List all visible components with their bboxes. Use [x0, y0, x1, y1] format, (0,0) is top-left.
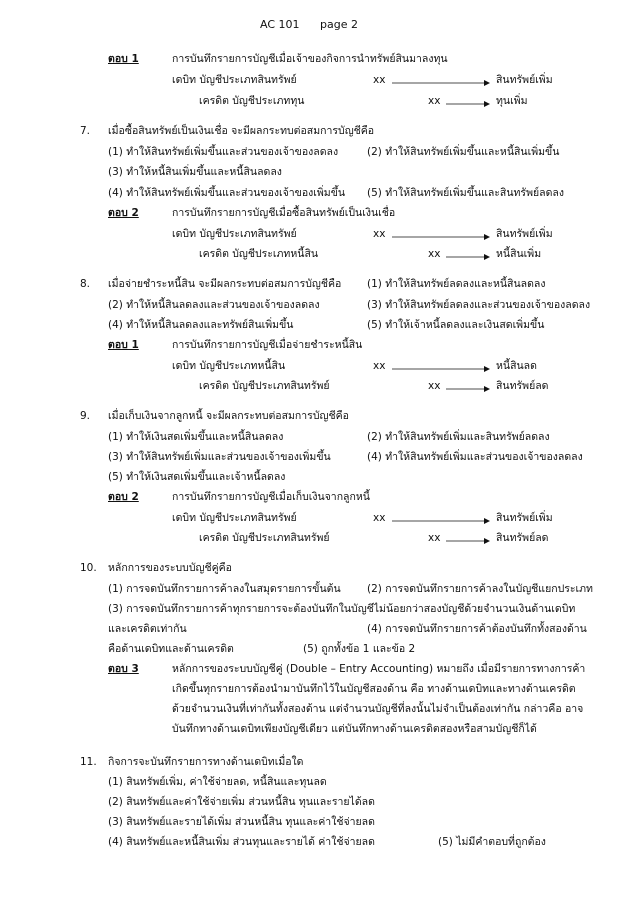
choice-4: (4) ทำให้สินทรัพย์เพิ่มขึ้นและส่วนของเจ้าของเพิ่มขึ้น: [108, 187, 346, 199]
question-number: 10.: [80, 562, 97, 574]
credit-entry: เครดิต บัญชีประเภทสินทรัพย์: [199, 532, 330, 544]
choice-1: (1) การจดบันทึกรายการค้าลงในสมุดรายการขั้นต้น: [108, 583, 341, 595]
choice-1: (1) ทำให้สินทรัพย์ลดลงและหนี้สินลดลง: [367, 278, 546, 290]
arrow-icon: [392, 234, 490, 240]
credit-entry: เครดิต บัญชีประเภทหนี้สิน: [199, 248, 319, 260]
question-number: 7.: [80, 125, 91, 137]
choice-4: (4) ทำให้หนี้สินลดลงและทรัพย์สินเพิ่มขึ้น: [108, 319, 294, 331]
debit-amount: xx: [373, 74, 386, 86]
answer-explanation: ด้วยจำนวนเงินที่เท่ากันทั้งสองด้าน แต่จำนวนบัญชีที่ลงนั้นไม่จำเป็นต้องเท่ากัน กล่าวคือ อาจ: [172, 703, 584, 715]
choice-4-continued: คือด้านเดบิทและด้านเครดิต: [108, 643, 234, 655]
debit-amount: xx: [373, 360, 386, 372]
choice-4: (4) สินทรัพย์และหนี้สินเพิ่ม ส่วนทุนและรายได้ ค่าใช้จ่ายลด: [108, 836, 375, 848]
choice-2: (2) การจดบันทึกรายการค้าลงในบัญชีแยกประเภท: [367, 583, 593, 595]
question-text: เมื่อจ่ายชำระหนี้สิน จะมีผลกระทบต่อสมการบัญชีคือ: [108, 278, 342, 290]
arrow-icon: [446, 386, 490, 392]
choice-5: (5) ทำให้เจ้าหนี้ลดลงและเงินสดเพิ่มขึ้น: [367, 319, 545, 331]
choice-5: (5) ไม่มีคำตอบที่ถูกต้อง: [438, 836, 546, 848]
choice-3-continued: และเครดิตเท่ากัน: [108, 623, 187, 635]
page-number: page 2: [320, 18, 358, 31]
question-number: 11.: [80, 756, 97, 768]
credit-entry: เครดิต บัญชีประเภทสินทรัพย์: [199, 380, 330, 392]
arrow-icon: [446, 254, 490, 260]
debit-result: สินทรัพย์เพิ่ม: [496, 74, 553, 86]
debit-result: สินทรัพย์เพิ่ม: [496, 512, 553, 524]
answer-description: การบันทึกรายการบัญชีเมื่อเก็บเงินจากลูกหนี้: [172, 491, 370, 503]
choice-4: (4) การจดบันทึกรายการค้าต้องบันทึกทั้งสองด้าน: [367, 623, 587, 635]
answer-label: ตอบ 3: [108, 663, 139, 675]
choice-2: (2) สินทรัพย์และค่าใช้จ่ายเพิ่ม ส่วนหนี้สิน ทุนและรายได้ลด: [108, 796, 375, 808]
choice-3: (3) ทำให้หนี้สินเพิ่มขึ้นและหนี้สินลดลง: [108, 166, 282, 178]
choice-1: (1) ทำให้สินทรัพย์เพิ่มขึ้นและส่วนของเจ้าของลดลง: [108, 146, 339, 158]
choice-3: (3) สินทรัพย์และรายได้เพิ่ม ส่วนหนี้สิน ทุนและค่าใช้จ่ายลด: [108, 816, 375, 828]
choice-3: (3) ทำให้สินทรัพย์เพิ่มและส่วนของเจ้าของเพิ่มขึ้น: [108, 451, 331, 463]
answer-explanation: หลักการของระบบบัญชีคู่ (Double – Entry Accounting) หมายถึง เมื่อมีรายการทางการค้า: [172, 663, 586, 675]
question-text: กิจการจะบันทึกรายการทางด้านเดบิทเมื่อใด: [108, 756, 304, 768]
credit-result: สินทรัพย์ลด: [496, 532, 549, 544]
choice-2: (2) ทำให้สินทรัพย์เพิ่มและสินทรัพย์ลดลง: [367, 431, 550, 443]
credit-result: สินทรัพย์ลด: [496, 380, 549, 392]
debit-entry: เดบิท บัญชีประเภทสินทรัพย์: [172, 74, 297, 86]
choice-2: (2) ทำให้สินทรัพย์เพิ่มขึ้นและหนี้สินเพิ่มขึ้น: [367, 146, 560, 158]
question-text: เมื่อเก็บเงินจากลูกหนี้ จะมีผลกระทบต่อสมการบัญชีคือ: [108, 410, 349, 422]
question-text: หลักการของระบบบัญชีคู่คือ: [108, 562, 232, 574]
credit-amount: xx: [428, 532, 441, 544]
credit-amount: xx: [428, 380, 441, 392]
answer-explanation: บันทึกทางด้านเดบิทเพียงบัญชีเดียว แต่บันทึกทางด้านเครดิตสองหรือสามบัญชีก็ได้: [172, 723, 537, 735]
debit-amount: xx: [373, 512, 386, 524]
credit-result: ทุนเพิ่ม: [496, 95, 528, 107]
debit-entry: เดบิท บัญชีประเภทสินทรัพย์: [172, 512, 297, 524]
arrow-icon: [446, 101, 490, 107]
credit-amount: xx: [428, 95, 441, 107]
answer-description: การบันทึกรายการบัญชีเมื่อจ่ายชำระหนี้สิน: [172, 339, 363, 351]
choice-3: (3) ทำให้สินทรัพย์ลดลงและส่วนของเจ้าของลดลง: [367, 299, 591, 311]
question-text: เมื่อซื้อสินทรัพย์เป็นเงินเชื่อ จะมีผลกระทบต่อสมการบัญชีคือ: [108, 125, 375, 137]
answer-description: การบันทึกรายการบัญชีเมื่อซื้อสินทรัพย์เป็นเงินเชื่อ: [172, 207, 396, 219]
arrow-icon: [446, 538, 490, 544]
choice-5: (5) ทำให้เงินสดเพิ่มขึ้นและเจ้าหนี้ลดลง: [108, 471, 286, 483]
answer-label: ตอบ 2: [108, 491, 139, 503]
choice-4: (4) ทำให้สินทรัพย์เพิ่มและส่วนของเจ้าของลดลง: [367, 451, 583, 463]
choice-3: (3) การจดบันทึกรายการค้าทุกรายการจะต้องบันทึกในบัญชีไม่น้อยกว่าสองบัญชีด้วยจำนวนเงินด้านเดบิท: [108, 603, 576, 615]
question-number: 8.: [80, 278, 91, 290]
choice-2: (2) ทำให้หนี้สินลดลงและส่วนของเจ้าของลดลง: [108, 299, 320, 311]
choice-5: (5) ทำให้สินทรัพย์เพิ่มขึ้นและสินทรัพย์ลดลง: [367, 187, 564, 199]
question-number: 9.: [80, 410, 91, 422]
debit-result: สินทรัพย์เพิ่ม: [496, 228, 553, 240]
arrow-icon: [392, 518, 490, 524]
credit-amount: xx: [428, 248, 441, 260]
debit-entry: เดบิท บัญชีประเภทหนี้สิน: [172, 360, 286, 372]
answer-explanation: เกิดขึ้นทุกรายการต้องนำมาบันทึกไว้ในบัญชีสองด้าน คือ ทางด้านเดบิทและทางด้านเครดิต: [172, 683, 576, 695]
arrow-icon: [392, 80, 490, 86]
choice-5: (5) ถูกทั้งข้อ 1 และข้อ 2: [303, 643, 416, 655]
choice-1: (1) ทำให้เงินสดเพิ่มขึ้นและหนี้สินลดลง: [108, 431, 284, 443]
debit-amount: xx: [373, 228, 386, 240]
choice-1: (1) สินทรัพย์เพิ่ม, ค่าใช้จ่ายลด, หนี้สินและทุนลด: [108, 776, 327, 788]
answer-label: ตอบ 1: [108, 339, 139, 351]
answer-label: ตอบ 2: [108, 207, 139, 219]
course-code: AC 101: [260, 18, 300, 31]
credit-entry: เครดิต บัญชีประเภททุน: [199, 95, 305, 107]
answer-label: ตอบ 1: [108, 53, 139, 65]
debit-entry: เดบิท บัญชีประเภทสินทรัพย์: [172, 228, 297, 240]
arrow-icon: [392, 366, 490, 372]
answer-description: การบันทึกรายการบัญชีเมื่อเจ้าของกิจการนำทรัพย์สินมาลงทุน: [172, 53, 448, 65]
debit-result: หนี้สินลด: [496, 360, 537, 372]
credit-result: หนี้สินเพิ่ม: [496, 248, 542, 260]
